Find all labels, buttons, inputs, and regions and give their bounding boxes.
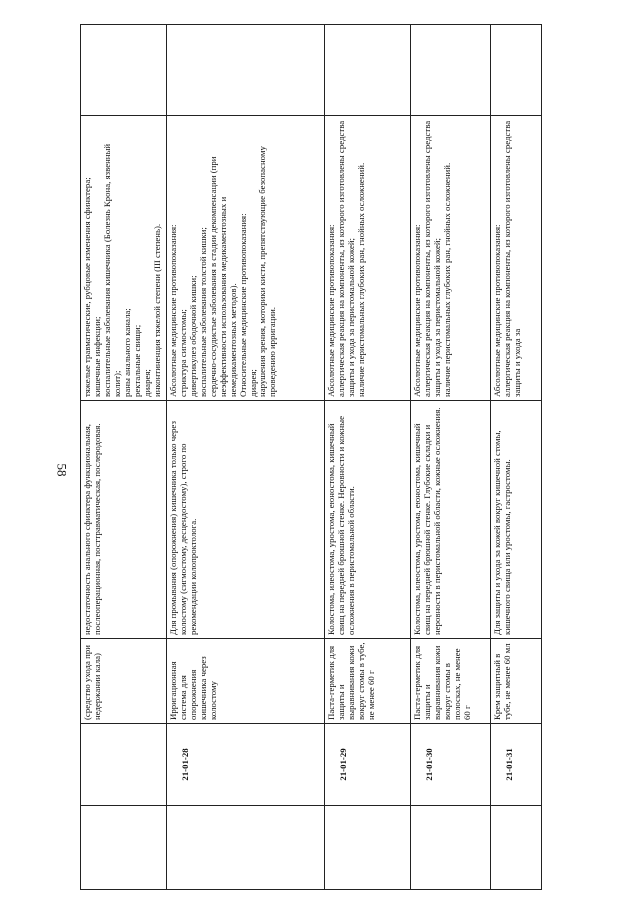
- contra-line: раны анального канала;: [121, 308, 132, 397]
- contra-line: аллергическая реакция на компоненты, из которого изготовлены средства защиты и ухода за перистомальной кожей;: [335, 120, 356, 397]
- contra-line: Абсолютные медицинские противопоказания:: [412, 224, 422, 397]
- code-cell: 21-01-31: [491, 724, 542, 806]
- device-name-cell: Ирригационная система для опорожнения кишечника через колостому: [167, 639, 325, 724]
- contra-line: инконтиненция тяжелой степени (III степень).: [151, 223, 162, 397]
- code-cell: 21-01-30: [411, 724, 491, 806]
- contra-line: воспалительные заболевания толстой кишки;: [197, 227, 208, 397]
- table-row: [325, 25, 411, 890]
- left-blank-cell: [81, 806, 167, 890]
- device-name-cell: (средство ухода при недержании кала): [81, 639, 167, 724]
- table-row: [411, 25, 491, 890]
- contra-line: наличие перистомальных глубоких ран, гнойных осложнений.: [355, 162, 366, 397]
- contra-line: Абсолютные медицинские противопоказания:: [168, 224, 178, 397]
- right-blank-cell: [411, 25, 491, 116]
- device-name-cell: Крем защитный в тубе, не менее 60 мл: [491, 639, 542, 724]
- contra-line: стриктура сигмостомы;: [177, 309, 188, 397]
- table-row: [81, 25, 167, 890]
- contra-line: кишечные инфекции;: [91, 316, 102, 397]
- devices-table: [80, 24, 542, 890]
- contra-line: тяжелые травматические, рубцовые изменения сфинктера;: [82, 177, 92, 397]
- purpose-cell: Для промывания (опорожнения) кишечника только через колостому (сигмостому, десцендостому), строго по рекомендации колопроктолога.: [167, 401, 325, 639]
- table-row: [167, 25, 325, 890]
- table-row: [491, 25, 542, 890]
- contra-line: дивертикулез ободочной кишки;: [187, 275, 198, 397]
- contra-line: Абсолютные медицинские противопоказания:: [492, 224, 502, 397]
- contra-line: нарушения зрения, моторики кисти, препятствующие безопасному проведению ирригации.: [257, 146, 278, 397]
- code-cell: 21-01-28: [167, 724, 325, 806]
- purpose-cell: Для защиты и ухода за кожей вокруг кишечной стомы, кишечного свища или уростомы, гастростомы.: [491, 401, 542, 639]
- left-blank-cell: [411, 806, 491, 890]
- contraindications-cell: [491, 116, 542, 401]
- contra-line: аллергическая реакция на компоненты, из которого изготовлены средства защиты и ухода за: [501, 120, 522, 397]
- right-blank-cell: [81, 25, 167, 116]
- purpose-cell: недостаточность анального сфинктера функциональная, послеоперационная, посттравматическая, послеродовая.: [81, 401, 167, 639]
- contra-line: ректальные свищи;: [131, 324, 142, 397]
- left-blank-cell: [167, 806, 325, 890]
- contraindications-cell: [411, 116, 491, 401]
- contra-line: аллергическая реакция на компоненты, из которого изготовлены средства защиты и ухода за перистомальной кожей;: [421, 120, 442, 397]
- contra-line: Относительные медицинские противопоказания:: [237, 213, 248, 397]
- purpose-cell: Колостома, илеостома, уростома, еюностома, кишечный свищ на передней брюшной стенке. Неровности и кожные осложнения в перистомальной области.: [325, 401, 411, 639]
- page-number: 58: [54, 463, 70, 477]
- contra-line: сердечно-сосудистые заболевания в стадии декомпенсации (при неэффективности использования медикаментозных и немедикаментозных методов).: [207, 156, 238, 397]
- code-cell: [81, 724, 167, 806]
- code-cell: 21-01-29: [325, 724, 411, 806]
- right-blank-cell: [491, 25, 542, 116]
- purpose-cell: Колостома, илеостома, уростома, еюностома, кишечный свищ на передней брюшной стенке. Глубокие складки и неровности в перистомальной области, кожные осложнения.: [411, 401, 491, 639]
- contra-line: диарея;: [247, 369, 258, 397]
- contra-line: воспалительные заболевания кишечника (Болезнь Крона, язвенный колит);: [101, 143, 122, 397]
- contra-line: Абсолютные медицинские противопоказания:: [326, 224, 336, 397]
- contraindications-cell: [325, 116, 411, 401]
- rotated-table-container: [80, 25, 541, 890]
- contraindications-cell: [167, 116, 325, 401]
- device-name-cell: Паста-герметик для защиты и выравнивания кожи вокруг стомы в полосках, не менее 60 г: [411, 639, 491, 724]
- device-name-cell: Паста-герметик для защиты и выравнивания кожи вокруг стомы в тубе, не менее 60 г: [325, 639, 411, 724]
- left-blank-cell: [325, 806, 411, 890]
- contraindications-cell: [81, 116, 167, 401]
- contra-line: диарея;: [141, 369, 152, 397]
- contra-line: наличие перистомальных глубоких ран, гнойных осложнений.: [441, 162, 452, 397]
- left-blank-cell: [491, 806, 542, 890]
- right-blank-cell: [167, 25, 325, 116]
- right-blank-cell: [325, 25, 411, 116]
